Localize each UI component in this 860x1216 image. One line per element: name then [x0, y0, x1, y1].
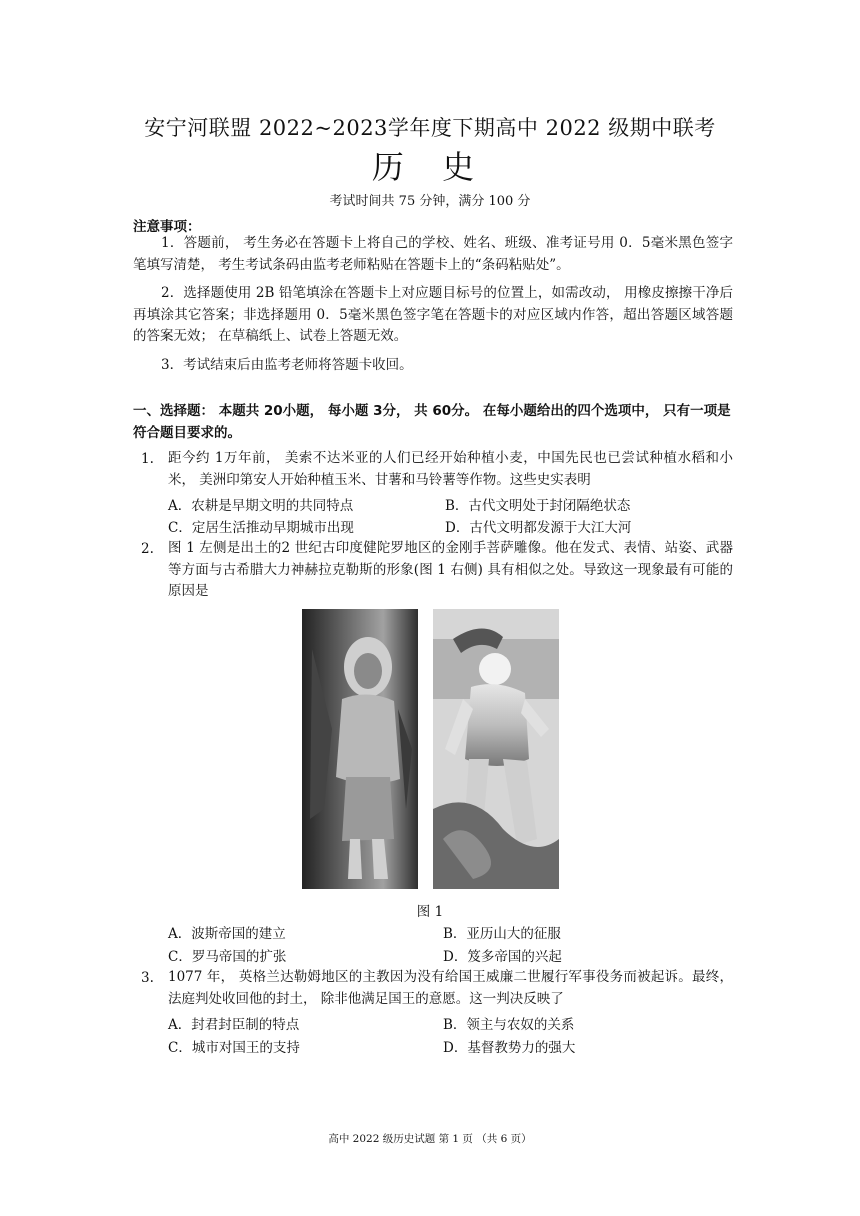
option-a: A．封君封臣制的特点	[168, 1017, 300, 1033]
notice-item-3: 3．考试结束后由监考老师将答题卡收回。	[161, 357, 413, 373]
option-b: B．领主与农奴的关系	[443, 1017, 575, 1033]
option-d: D．基督教势力的强大	[443, 1040, 576, 1056]
option-b: B．古代文明处于封闭隔绝状态	[445, 498, 631, 514]
question-stem: 距今约 1万年前， 美索不达米亚的人们已经开始种植小麦，中国先民也已尝试种植水稻和小米， 美洲印第安人开始种植玉米、甘薯和马铃薯等作物。这些史实表明	[168, 450, 733, 488]
figure-caption: 图 1	[416, 904, 444, 920]
exam-title: 安宁河联盟 2022~2023学年度下期高中 2022 级期中联考	[144, 116, 716, 140]
heracles-statue-image	[433, 609, 559, 889]
question-stem: 1077 年， 英格兰达勒姆地区的主教因为没有给国王威廉二世履行军事役务而被起诉。最终， 法庭判处收回他的封土， 除非他满足国王的意愿。这一判决反映了	[168, 969, 733, 1007]
notice-item-1: 1．答题前， 考生务必在答题卡上将自己的学校、姓名、班级、准考证号用 0．5毫米黑色签字笔填写清楚， 考生考试条码由监考老师粘贴在答题卡上的“条码粘贴处”。	[133, 235, 733, 273]
bodhisattva-relief-image	[302, 609, 418, 889]
question-number: 2.	[141, 541, 154, 557]
option-d: D．古代文明都发源于大江大河	[445, 520, 632, 536]
subject-title: 历 史	[371, 148, 489, 186]
option-c: C．定居生活推动早期城市出现	[168, 520, 354, 536]
question-stem: 图 1 左侧是出土的2 世纪古印度健陀罗地区的金刚手菩萨雕像。他在发式、表情、站姿、武器等方面与古希腊大力神赫拉克勒斯的形象(图 1 右侧) 具有相似之处。导致这一现象最有可能的原因是	[168, 540, 733, 599]
question-number: 1.	[141, 451, 154, 467]
section-heading: 一、选择题： 本题共 20小题， 每小题 3分， 共 60分。 在每小题给出的四个选项中， 只有一项是符合题目要求的。	[133, 403, 731, 441]
option-a: A．农耕是早期文明的共同特点	[168, 498, 354, 514]
exam-time-info: 考试时间共 75 分钟，满分 100 分	[329, 194, 531, 209]
notice-heading: 注意事项：	[133, 219, 201, 235]
page-footer: 高中 2022 级历史试题 第 1 页 （共 6 页）	[328, 1133, 532, 1145]
notice-item-2: 2．选择题使用 2B 铅笔填涂在答题卡上对应题目标号的位置上，如需改动， 用橡皮擦擦干净后再填涂其它答案；非选择题用 0．5毫米黑色签字笔在答题卡的对应区域内作答，超出答题区域答题的答案无效； 在草稿纸上、试卷上答题无效。	[133, 285, 733, 344]
option-b: B．亚历山大的征服	[443, 926, 561, 942]
option-d: D．笈多帝国的兴起	[443, 949, 562, 965]
option-a: A．波斯帝国的建立	[168, 926, 286, 942]
option-c: C．城市对国王的支持	[168, 1040, 300, 1056]
option-c: C．罗马帝国的扩张	[168, 949, 287, 965]
question-number: 3.	[141, 970, 154, 986]
